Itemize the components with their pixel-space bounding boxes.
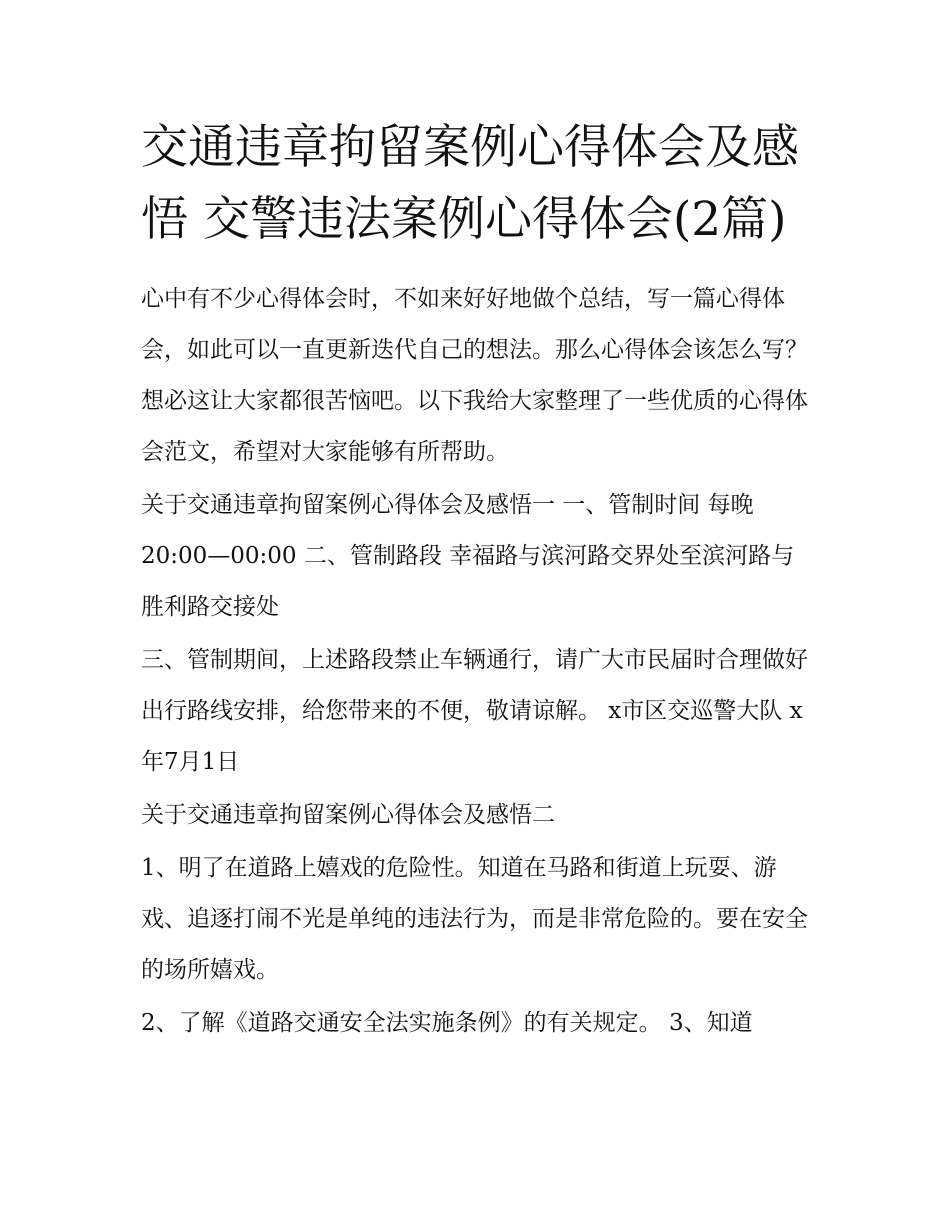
paragraph-item-one: 1、明了在道路上嬉戏的危险性。知道在马路和街道上玩耍、游戏、追逐打闹不光是单纯的违法行为，而是非常危险的。要在安全的场所嬉戏。: [141, 855, 808, 983]
paragraph-notice-one: 关于交通违章拘留案例心得体会及感悟一 一、管制时间 每晚20:00—00:00 二、管制路段 幸福路与滨河路交界处至滨河路与胜利路交接处: [141, 492, 795, 620]
paragraph-notice-three: 三、管制期间，上述路段禁止车辆通行，请广大市民届时合理做好出行路线安排，给您带来的不便，敬请谅解。 x市区交巡警大队 x年7月1日: [141, 647, 808, 775]
paragraph-intro: 心中有不少心得体会时，不如来好好地做个总结，写一篇心得体会，如此可以一直更新迭代自己的想法。那么心得体会该怎么写？想必这让大家都很苦恼吧。以下我给大家整理了一些优质的心得体会范文，希望对大家能够有所帮助。: [141, 286, 808, 465]
document-page: [141, 112, 813, 1051]
paragraph-item-two: 2、了解《道路交通安全法实施条例》的有关规定。 3、知道: [141, 1010, 753, 1036]
paragraph-heading-two: 关于交通违章拘留案例心得体会及感悟二: [141, 802, 555, 828]
document-title: 交通违章拘留案例心得体会及感悟 交警违法案例心得体会(2篇): [141, 120, 799, 247]
